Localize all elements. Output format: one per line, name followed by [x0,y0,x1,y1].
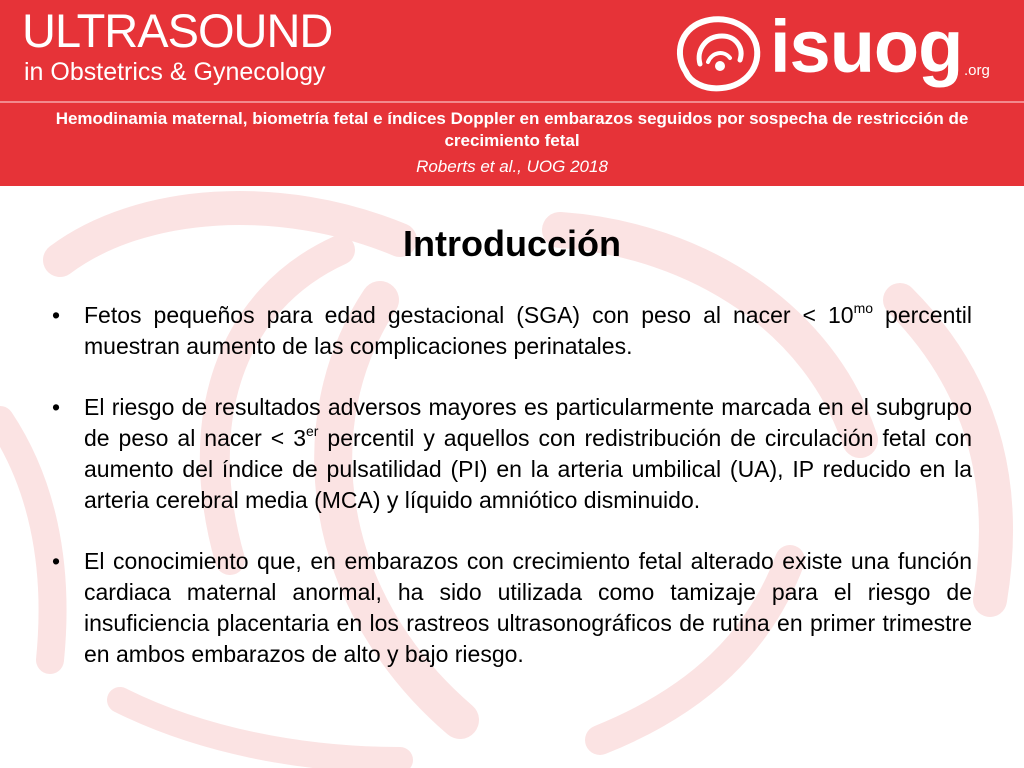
bullet-text-part: percentil y aquellos con redistribución de circulación fetal con aumento del índice de pulsatilidad (PI) en la arteria umbilical (UA), IP reducido en la arteria cerebral media (MCA) y líquido amniótico disminuido. [84,425,972,513]
bullet-text-part: El riesgo de resultados adversos mayores es particularmente marcada en el subgrupo de peso al nacer < 3 [84,394,972,451]
isuog-logo[interactable] [672,5,1002,98]
bullet-text [84,300,972,362]
bullet-text [84,392,972,516]
article-title: Hemodinamia maternal, biometría fetal e índices Doppler en embarazos seguidos por sospecha de restricción de crecimiento fetal [55,109,969,150]
bullet-list [52,300,972,700]
bullet-marker: • [52,302,61,328]
isuog-logo-suffix: .org [964,62,990,79]
isuog-logo-mark-icon [672,14,764,94]
bullet-marker: • [52,548,61,574]
header-banner [0,0,1024,186]
bullet-item [52,392,972,516]
bullet-text [84,546,972,670]
journal-title: ULTRASOUND [22,4,333,57]
journal-subtitle: in Obstetrics & Gynecology [24,58,326,86]
isuog-logo-text: isuog [770,5,963,88]
section-heading: Introducción [403,223,621,264]
bullet-superscript: mo [853,300,874,316]
bullet-text-part: El conocimiento que, en embarazos con crecimiento fetal alterado existe una función cardiaca maternal anormal, ha sido utilizada como tamizaje para el riesgo de insuficiencia placentaria en los rastreos ultrasonográficos de rutina en primer trimestre en ambos embarazos de alto y bajo riesgo. [84,548,972,667]
bullet-marker: • [52,394,61,420]
header-divider [0,101,1024,103]
bullet-item [52,546,972,670]
bullet-item [52,300,972,362]
citation: Roberts et al., UOG 2018 [416,157,608,176]
bullet-text-part: Fetos pequeños para edad gestacional (SGA) con peso al nacer < 10 [84,302,854,328]
bullet-superscript: er [306,423,319,439]
bullet-text-part: percentil muestran aumento de las complicaciones perinatales. [84,302,972,359]
